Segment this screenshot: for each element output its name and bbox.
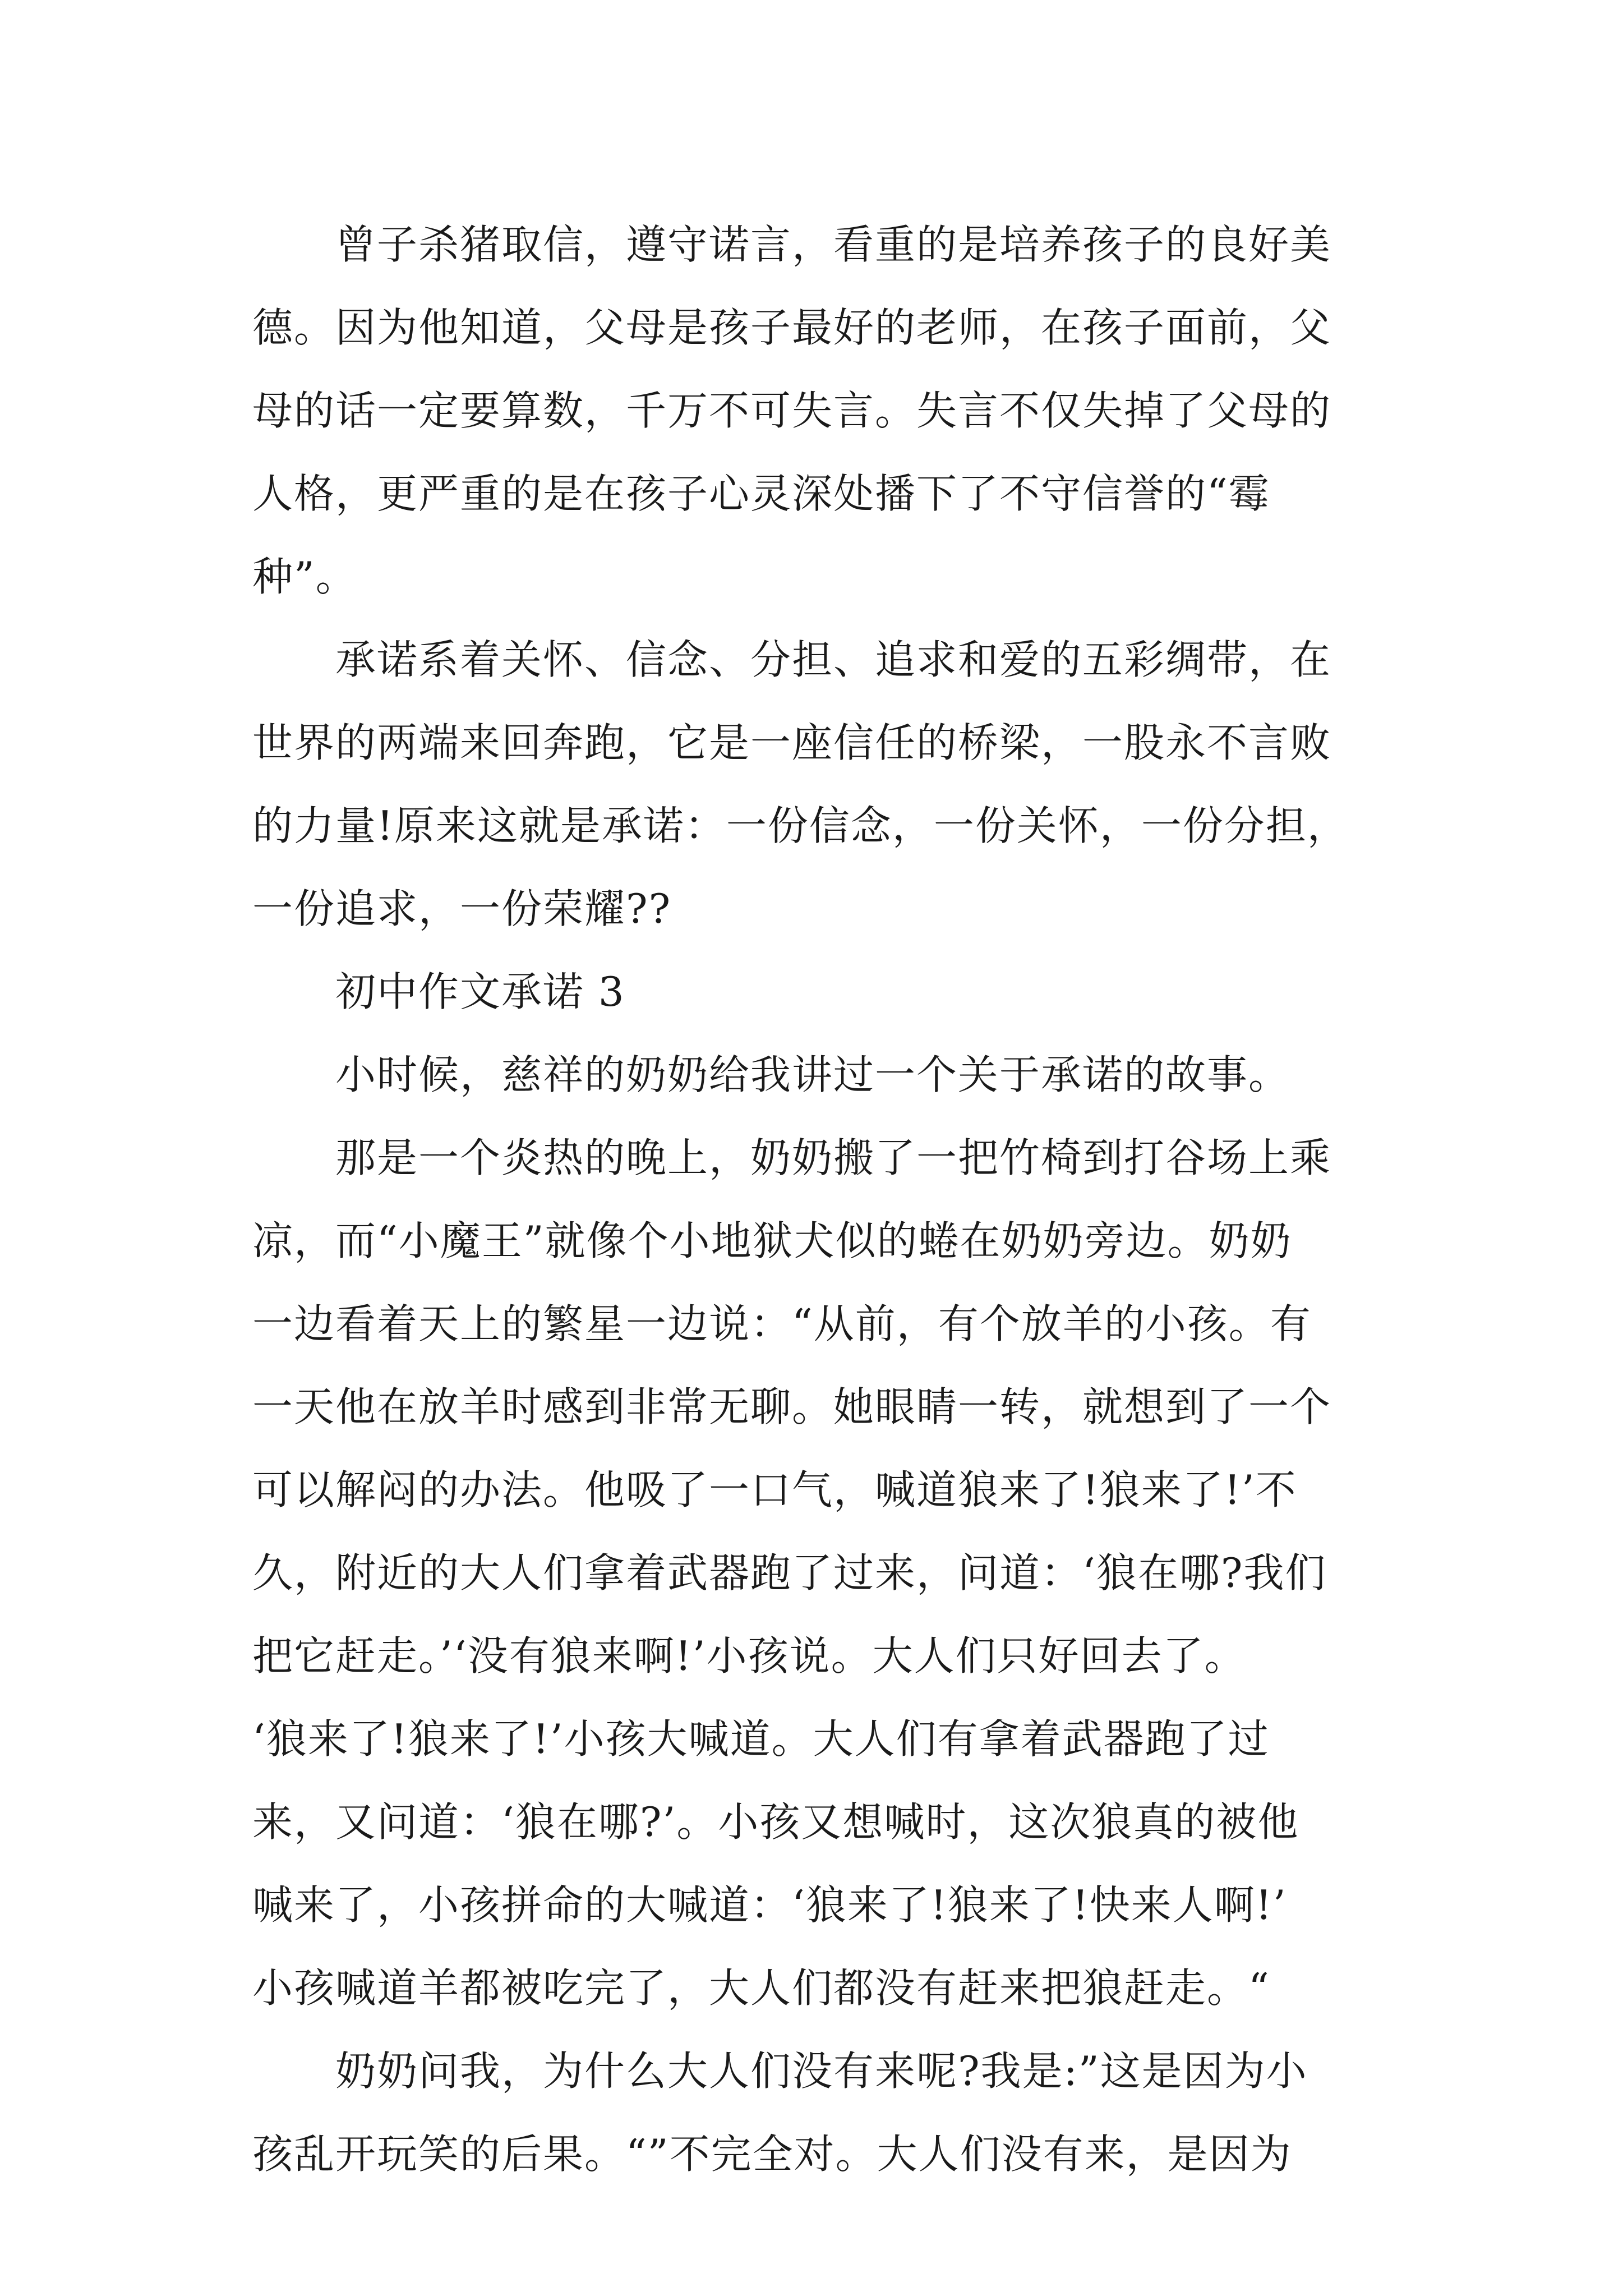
text-line: 曾子杀猪取信，遵守诺言，看重的是培养孩子的良好美 xyxy=(252,221,1332,268)
text-line: 可以解闷的办法。他吸了一口气，喊道狼来了!狼来了!’不 xyxy=(252,1466,1297,1513)
text-line: 世界的两端来回奔跑，它是一座信任的桥梁，一股永不言败 xyxy=(252,719,1332,766)
document-body xyxy=(252,203,1386,2196)
text-line: 人格，更严重的是在孩子心灵深处播下了不守信誉的“霉 xyxy=(252,470,1270,517)
text-line: 德。因为他知道，父母是孩子最好的老师，在孩子面前，父 xyxy=(252,304,1332,351)
text-line: 承诺系着关怀、信念、分担、追求和爱的五彩绸带，在 xyxy=(252,636,1332,683)
text-line: 一边看着天上的繁星一边说：“从前，有个放羊的小孩。有 xyxy=(252,1300,1312,1347)
text-line: 小孩喊道羊都被吃完了，大人们都没有赶来把狼赶走。“ xyxy=(252,1964,1270,2012)
text-line: ‘狼来了!狼来了!’小孩大喊道。大人们有拿着武器跑了过 xyxy=(252,1715,1270,1763)
text-line: 小时候，慈祥的奶奶给我讲过一个关于承诺的故事。 xyxy=(252,1051,1290,1098)
text-line: 一天他在放羊时感到非常无聊。她眼睛一转，就想到了一个 xyxy=(252,1383,1332,1430)
text-line: 孩乱开玩笑的后果。“”不完全对。大人们没有来，是因为 xyxy=(252,2131,1292,2178)
text-line: 的力量!原来这就是承诺：一份信念，一份关怀，一份分担， xyxy=(252,802,1349,849)
text-line: 凉，而“小魔王”就像个小地狱犬似的蜷在奶奶旁边。奶奶 xyxy=(252,1217,1292,1264)
text-line: 那是一个炎热的晚上，奶奶搬了一把竹椅到打谷场上乘 xyxy=(252,1134,1332,1181)
text-line: 种”。 xyxy=(252,553,357,600)
section-heading: 初中作文承诺 3 xyxy=(252,968,625,1015)
text-line: 把它赶走。’‘没有狼来啊!’小孩说。大人们只好回去了。 xyxy=(252,1632,1246,1680)
text-line: 奶奶问我，为什么大人们没有来呢?我是:”这是因为小 xyxy=(252,2047,1308,2095)
text-line: 一份追求，一份荣耀?? xyxy=(252,885,672,932)
text-line: 喊来了，小孩拼命的大喊道：‘狼来了!狼来了!快来人啊!’ xyxy=(252,1881,1287,1929)
text-line: 母的话一定要算数，千万不可失言。失言不仅失掉了父母的 xyxy=(252,387,1332,434)
text-line: 来，又问道：‘狼在哪?’。小孩又想喊时，这次狼真的被他 xyxy=(252,1798,1299,1846)
text-line: 久，附近的大人们拿着武器跑了过来，问道：‘狼在哪?我们 xyxy=(252,1549,1327,1596)
